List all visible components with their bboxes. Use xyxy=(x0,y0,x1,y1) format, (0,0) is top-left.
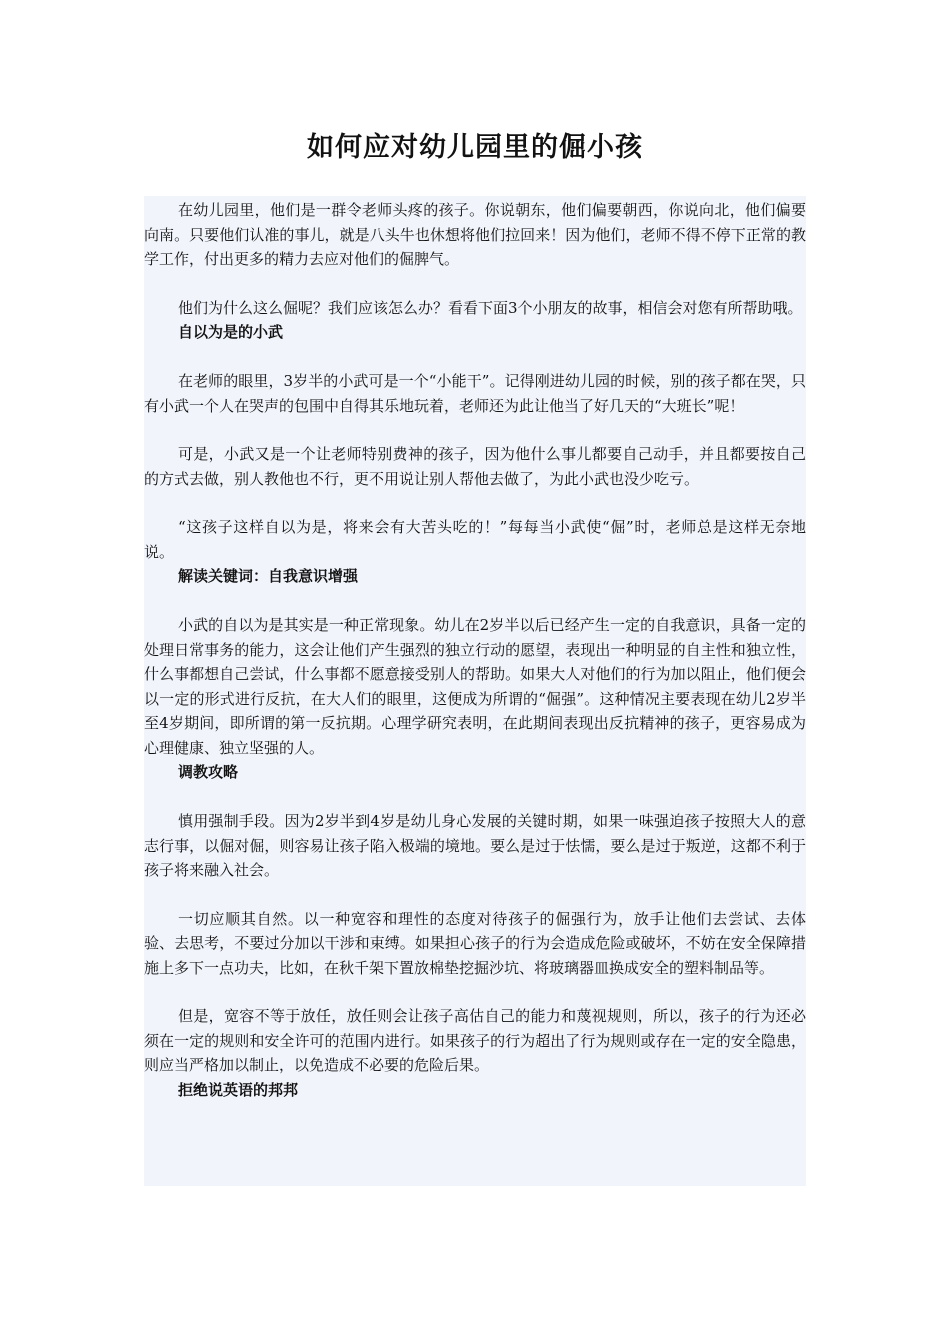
paragraph-gap xyxy=(144,345,806,369)
paragraph-strategy-3: 但是，宽容不等于放任，放任则会让孩子高估自己的能力和蔑视规则，所以，孩子的行为还必须在一定的规则和安全许可的范围内进行。如果孩子的行为超出了行为规则或存在一定的安全隐患，则应当严格加以制止，以免造成不必要的危险后果。 xyxy=(144,1007,806,1074)
paragraph-gap xyxy=(144,272,806,296)
paragraph-gap xyxy=(144,785,806,809)
paragraph-gap xyxy=(144,980,806,1004)
paragraph-gap xyxy=(144,883,806,907)
article-body xyxy=(144,196,806,1186)
paragraph-xiaowu-1: 在老师的眼里，3岁半的小武可是一个“小能干”。记得刚进幼儿园的时候，别的孩子都在哭，只有小武一个人在哭声的包围中自得其乐地玩着，老师还为此让他当了好几天的“大班长”呢！ xyxy=(144,372,806,415)
section-heading-xiaowu: 自以为是的小武 xyxy=(178,323,284,341)
section-heading-strategy: 调教攻略 xyxy=(178,763,239,781)
section-heading-keyword: 解读关键词：自我意识增强 xyxy=(178,567,359,585)
paragraph-gap xyxy=(144,491,806,515)
page-title: 如何应对幼儿园里的倔小孩 xyxy=(307,132,643,163)
paragraph-gap xyxy=(144,589,806,613)
paragraph-gap xyxy=(144,418,806,442)
paragraph-strategy-1: 慎用强制手段。因为2岁半到4岁是幼儿身心发展的关键时期，如果一味强迫孩子按照大人的意志行事，以倔对倔，则容易让孩子陷入极端的境地。要么是过于怯懦，要么是过于叛逆，这都不利于孩子将来融入社会。 xyxy=(144,812,806,879)
paragraph-question: 他们为什么这么倔呢？我们应该怎么办？看看下面3个小朋友的故事，相信会对您有所帮助哦。 xyxy=(178,298,803,317)
paragraph-xiaowu-3: “这孩子这样自以为是，将来会有大苦头吃的！”每每当小武使“倔”时，老师总是这样无奈地说。 xyxy=(144,518,806,561)
paragraph-intro: 在幼儿园里，他们是一群令老师头疼的孩子。你说朝东，他们偏要朝西，你说向北，他们偏要向南。只要他们认准的事儿，就是八头牛也休想将他们拉回来！因为他们，老师不得不停下正常的教学工作，付出更多的精力去应对他们的倔脾气。 xyxy=(144,201,806,268)
section-heading-bangbang: 拒绝说英语的邦邦 xyxy=(178,1080,299,1099)
paragraph-keyword: 小武的自以为是其实是一种正常现象。幼儿在2岁半以后已经产生一定的自我意识，具备一定的处理日常事务的能力，这会让他们产生强烈的独立行动的愿望，表现出一种明显的自主性和独立性，什么事都想自己尝试，什么事都不愿意接受别人的帮助。如果大人对他们的行为加以阻止，他们便会以一定的形式进行反抗，在大人们的眼里，这便成为所谓的“倔强”。这种情况主要表现在幼儿2岁半至4岁期间，即所谓的第一反抗期。心理学研究表明，在此期间表现出反抗精神的孩子，更容易成为心理健康、独立坚强的人。 xyxy=(144,616,806,757)
paragraph-strategy-2: 一切应顺其自然。以一种宽容和理性的态度对待孩子的倔强行为，放手让他们去尝试、去体验、去思考，不要过分加以干涉和束缚。如果担心孩子的行为会造成危险或破坏，不妨在安全保障措施上多下一点功夫，比如，在秋千架下置放棉垫挖掘沙坑、将玻璃器皿换成安全的塑料制品等。 xyxy=(144,909,806,977)
paragraph-xiaowu-2: 可是，小武又是一个让老师特别费神的孩子，因为他什么事儿都要自己动手，并且都要按自己的方式去做，别人教他也不行，更不用说让别人帮他去做了，为此小武也没少吃亏。 xyxy=(144,445,806,488)
